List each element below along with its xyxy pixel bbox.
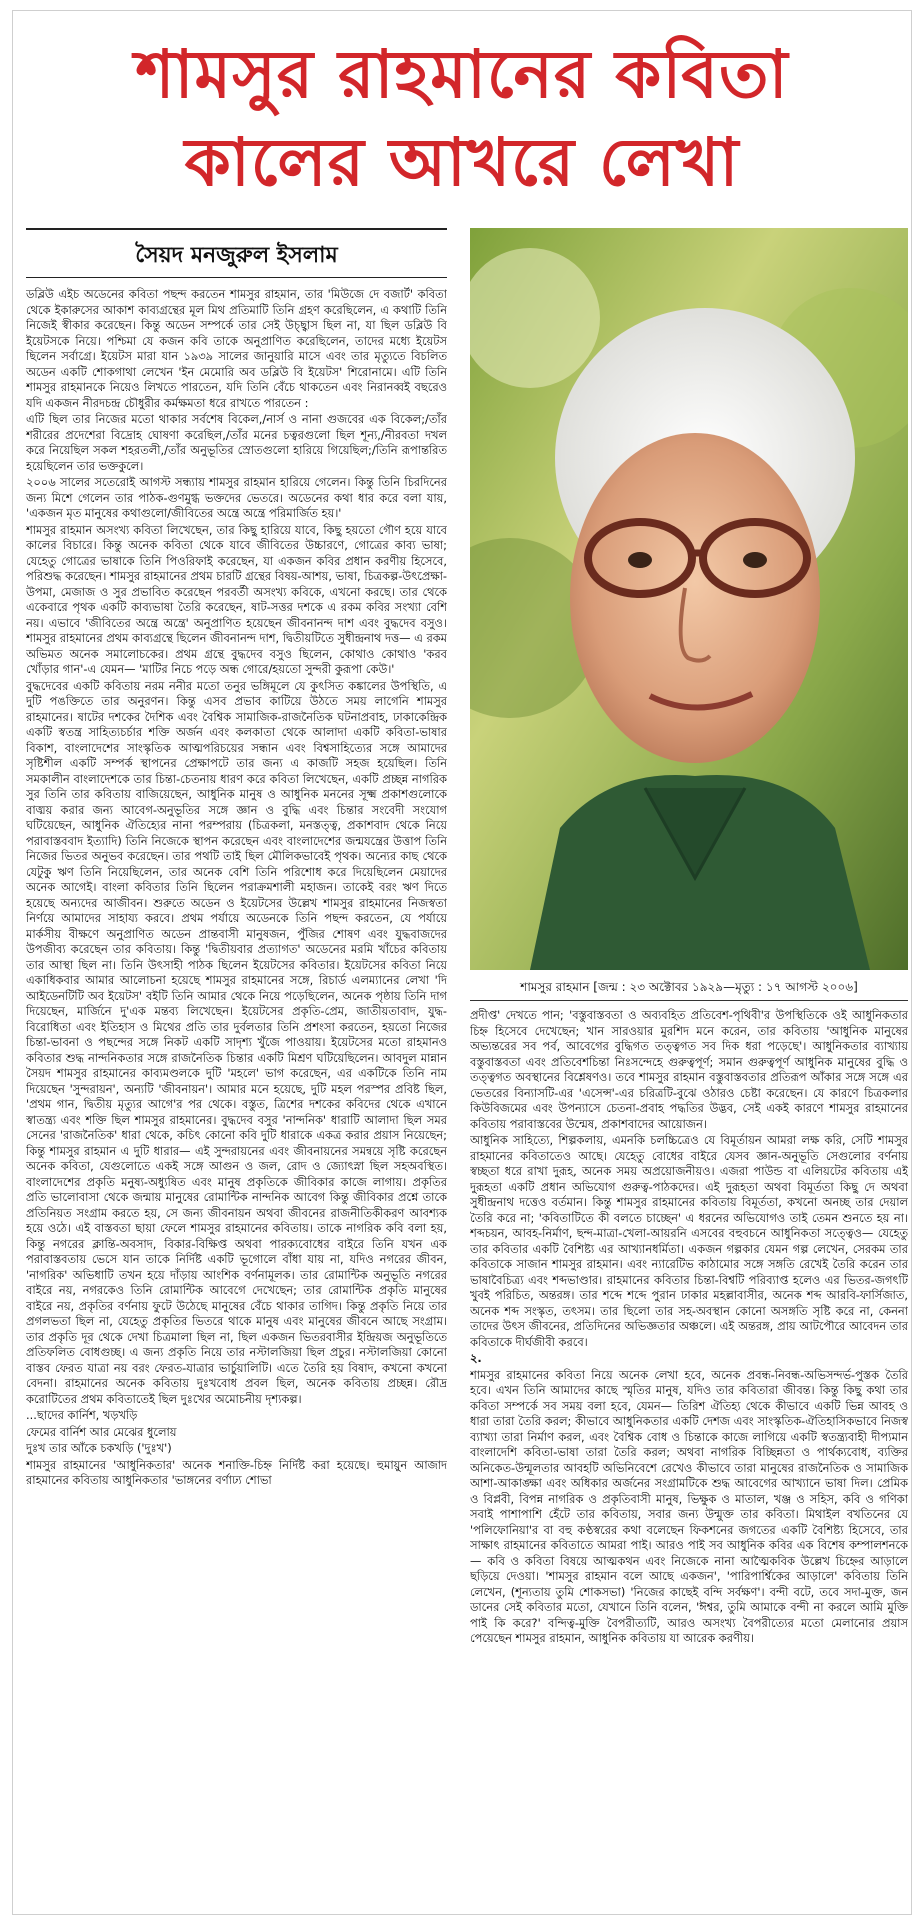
byline-rule-bottom	[26, 277, 447, 278]
paragraph: প্রদীপ্ত' দেখতে পান; 'বস্তুবাস্তবতা ও অব্যবহিত প্রতিবেশ-পৃথিবী'র উপস্থিতিকে ওই আধুনিকতার চিহ্ন হিসেবে দেখেছেন; খান সারওয়ার মুরশিদ মনে করেন, তার কবিতায় 'আধুনিক মানুষের অভ্যন্তরের সব পর্ব, আবেগের বুদ্ধিগত তত্ত্বগত সব দিক ধরা পড়েছে'। আধুনিকতার ব্যাখ্যায় বস্তুবাস্তবতা এবং প্রতিবেশচিন্তা নিঃসন্দেহে গুরুত্বপূর্ণ; সমান গুরুত্বপূর্ণ আধুনিক মানুষের বুদ্ধি ও তত্ত্বগত অবস্থানের বিশ্লেষণও। তবে শামসুর রাহমান বস্তুবাস্তবতার প্রতিরূপ আঁকার সঙ্গে সঙ্গে এর ভেতরের বিন্যাসটি-এর 'এসেন্স'-এর চরিত্রটি-বুঝে ওঠারও চেষ্টা করেছেন। যে কারণে চিত্রকলার কিউবিজমের এবং উপন্যাসে চেতনা-প্রবাহ পদ্ধতির উদ্ভব, সেই একই কারণে শামসুর রাহমানের কবিতায় পরাবাস্তবের উন্মেষ, প্রকাশবাদের আয়োজন।	[470, 1008, 908, 1131]
paragraph: ২০০৬ সালের সতেরোই আগস্ট সন্ধ্যায় শামসুর রাহমান হারিয়ে গেলেন। কিন্তু তিনি চিরদিনের জন্য মিশে গেলেন তার পাঠক-গুণমুগ্ধ ভক্তদের ভেতরে। অডেনের কথা ধার করে বলা যায়, 'একজন মৃত মানুষের কথাগুলো/জীবিতের অন্ত্রে অন্ত্রে পরিমার্জিত হয়।'	[26, 475, 447, 520]
caption-rule	[470, 1000, 908, 1001]
portrait-photo	[470, 228, 908, 970]
article-column-right	[470, 1008, 908, 1918]
photo-caption: শামসুর রাহমান [জন্ম : ২৩ অক্টোবর ১৯২৯—মৃত্যু : ১৭ আগস্ট ২০০৬]	[520, 980, 858, 994]
headline-line-2: কালের আখরে লেখা	[184, 123, 740, 201]
paragraph: শামসুর রাহমান অসংখ্য কবিতা লিখেছেন, তার কিছু হারিয়ে যাবে, কিছু হয়তো গৌণ হয়ে যাবে কালের বিচারে। কিন্তু অনেক কবিতা থেকে যাবে জীবিতের উচ্চারণে, গোত্রের কাব্য ভাষা; যেহেতু গোত্রের ভাষাকে তিনি পিওরিফাই করেছেন, যা একজন কবির প্রধান করণীয় হিসেবে, পরিশুদ্ধ করেছেন। শামসুর রাহমানের প্রথম চারটি গ্রন্থের বিষয়-আশয়, ভাষা, চিত্রকল্প-উৎপ্রেক্ষা-উপমা, মেজাজ ও সুর প্রভাবিত করেছেন পরবর্তী অসংখ্য কবিকে, এখনো করছে। তার থেকে একেবারে পৃথক একটি কাব্যভাষা তৈরি করেছেন, ষাট-সত্তর দশকে এ রকম কবির সংখ্যা বেশি নয়। এভাবে 'জীবিতের অন্ত্রে অন্ত্রে' অনুপ্রাণিত হয়েছেন জীবনানন্দ দাশ এবং বুদ্ধদেব বসুও। শামসুর রাহমানের প্রথম কাব্যগ্রন্থে ছিলেন জীবনানন্দ দাশ, দ্বিতীয়টিতে সুধীন্দ্রনাথ দত্ত— এ রকম অভিমত অনেক সমালোচকের। প্রথম গ্রন্থে বুদ্ধদেব বসুও ছিলেন, কোথাও কোথাও 'করব খোঁড়ার গান'-এ যেমন— 'মাটির নিচে পড়ে অন্ধ গোরে/হয়তো সুন্দরী কুরূপা কেউ।'	[26, 522, 447, 676]
paragraph: ডব্লিউ এইচ অডেনের কবিতা পছন্দ করতেন শামসুর রাহমান, তার 'মিউজে দে বজার্ট' কবিতা থেকে ইকারুসের আকাশ কাব্যগ্রন্থের মূল মিথ প্রতিমাটি তিনি গ্রহণ করেছিলেন, এ কথাটি তিনি নিজেই স্বীকার করেছেন। কিন্তু অডেন সম্পর্কে তার সেই উচ্ছ্বাস ছিল না, যা ছিল ডব্লিউ বি ইয়েটসকে নিয়ে। পশ্চিমা যে কজন কবি তাকে অনুপ্রাণিত করেছিলেন, তাদের মধ্যে ইয়েটস ছিলেন সর্বাগ্রে। ইয়েটস মারা যান ১৯৩৯ সালের জানুয়ারি মাসে এবং তার মৃত্যুতে বিচলিত অডেন একটি শোকগাথা লেখেন 'ইন মেমোরি অব ডব্লিউ বি ইয়েটস' শিরোনামে। এটি তিনি শামসুর রাহমানকে নিয়েও লিখতে পারতেন, যদি তিনি বেঁচে থাকতেন এবং নিরানব্বই বছরেও যদি একজন নীরদচন্দ্র চৌধুরীর কর্মক্ষমতা ধরে রাখতে পারতেন :	[26, 287, 447, 410]
poem-line: ফেমের বার্নিশ আর মেঝের ধুলোয়	[26, 1424, 177, 1439]
section-number: ২.	[470, 1351, 482, 1365]
paragraph: শামসুর রাহমানের কবিতা নিয়ে অনেক লেখা হবে, অনেক প্রবন্ধ-নিবন্ধ-অভিসন্দর্ভ-পুস্তক তৈরি হবে। এখন তিনি আমাদের কাছে স্মৃতির মানুষ, যদিও তার কবিতারা জীবন্ত। কিন্তু কিছু কথা তার কবিতা সম্পর্কে সব সময় বলা হবে, যেমন— তিরিশ ঐতিহ্য থেকে কীভাবে একটি ভিন্ন আবহ ও ধারা তারা তৈরি করল; কীভাবে আধুনিকতার একটি দেশজ এবং সাংস্কৃতিক-ঐতিহাসিকভাবে নিজস্ব ব্যাখ্যা তারা নির্মাণ করল, এবং বৈশ্বিক বোধ ও চিন্তাকে কাজে লাগিয়ে একটি স্বতন্ত্র্যবাহী দীপ্যমান বাংলাদেশি কবিতা-ভাষা তারা তৈরি করল; অথবা নাগরিক বিচ্ছিন্নতা ও পার্থক্যবোধ, ব্যক্তির অনিকেত-উন্মূলতার আবহটি অভিনিবেশে রেখেও কীভাবে তারা মানুষের রাজনৈতিক ও সামাজিক আশা-আকাঙ্ক্ষা এবং অধিকার অর্জনের সংগ্রামটিকে শুদ্ধ আবেগের আখ্যানে ভাষা দিল। প্রেমিক ও বিপ্লবী, বিপন্ন নাগরিক ও প্রকৃতিবাসী মানুষ, ভিক্ষুক ও মাতাল, খঞ্জ ও সহিস, কবি ও গণিকা সবাই পাশাপাশি হেঁটে তার কবিতায়, সবার জন্য উন্মুক্ত তার কবিতা। মিথাইল বখতিনের যে 'পলিফোনিয়া'র বা বহু কণ্ঠস্বরের কথা বলেছেন ফিকশনের জগতের একটি বৈশিষ্ট্য হিসেবে, তার সাক্ষাৎ রাহমানের কবিতাতে আমরা পাই। আরও পাই সব আধুনিক কবির এক বিশেষ কম্পালশনকে— কবি ও কবিতা বিষয়ে আত্মকথন এবং নিজেকে নানা আত্মৈকবিক উল্লেখ চিহ্নের আড়ালে ছড়িয়ে দেওয়া। 'শামসুর রাহমান বলে আছে একজন', 'পারিপার্শ্বিকের আড়ালে' কবিতায় তিনি লেখেন, (শূন্যতায় তুমি শোকসভা) 'নিজের কাছেই বন্দি সর্বক্ষণ'। বন্দী বটে, তবে সদা-মুক্ত, জন ডানের সেই কবিতার মতো, যেখানে তিনি বলেন, 'ঈশ্বর, তুমি আমাকে বন্দী না করলে আমি মুক্তি পাই কি করে?' বন্দিত্ব-মুক্তি বৈপরীত্যটি, আরও অসংখ্য বৈপরীত্যের মতো মেলানোর প্রয়াস পেয়েছেন শামসুর রাহমান, আধুনিক কবিতায় যা আরেক করণীয়।	[470, 1367, 908, 1645]
poem-line: দুঃখ তার আঁকে চকখড়ি ('দুঃখ')	[26, 1441, 172, 1455]
paragraph: এটি ছিল তার নিজের মতো থাকার সর্বশেষ বিকেল,/নার্স ও নানা গুজবের এক বিকেল;/তাঁর শরীরের প্রদেশেরা বিদ্রোহ ঘোষণা করেছিল,/তাঁর মনের চত্বরগুলো ছিল শূন্য,/নীরবতা দখল করে নিয়েছিল সকল শহরতলী,/তাঁর অনুভূতির স্রোতগুলো হারিয়ে গিয়েছিল;/তিনি রূপান্তরিত হয়েছিলেন তার ভক্তকুলে।	[26, 412, 447, 473]
byline: সৈয়দ মনজুরুল ইসলাম	[135, 242, 338, 268]
headline-line-1: শামসুর রাহমানের কবিতা	[135, 35, 789, 113]
paragraph: আধুনিক সাহিত্যে, শিল্পকলায়, এমনকি চলচ্চিত্রেও যে বিমূর্তায়ন আমরা লক্ষ করি, সেটি শামসুর রাহমানের কবিতাতেও আছে। যেহেতু বোধের বাইরে যেসব জ্ঞান-অনুভূতি সেগুলোর বর্ণনায় স্বচ্ছতা ধরে রাখা দুরূহ, অনেক সময় অপ্রয়োজনীয়ও। এজরা পাউন্ড বা এলিয়টের কবিতায় এই দুরূহতা একটি প্রধান অভিযোগ গুরুত্ব-পাঠকদের। এই দুরূহতা অথবা বিমূর্ততা কিছু দে অথবা সুধীন্দ্রনাথ দত্তেও বর্তমান। কিন্তু শামসুর রাহমানের কবিতায় বিমূর্ততা, কখনো অনচ্ছ তার দেয়াল তৈরি করে না; 'কবিতাটিতে কী বলতে চাচ্ছেন' এ ধরনের অভিযোগও তাই তেমন শুনতে হয় না। শব্দচয়ন, আবহ-নির্মাণ, ছন্দ-মাত্রা-খেলা-আয়রনি এসবের বহুবচনে আধুনিকতা সত্ত্বেও— যেহেতু তার কবিতার একটি বৈশিষ্ট্য এর আখ্যানধর্মিতা। একজন গল্পকার যেমন গল্প লেখেন, সেরকম তার কবিতাকে সাজান শামসুর রাহমান। এবং ন্যারেটিভ কাঠামোর সঙ্গে সঙ্গতি রেখেই তৈরি করেন তার ভাষাবৈচিত্র্য এবং শব্দভাণ্ডার। রাহমানের কবিতার চিন্তা-বিশ্বটি পরিব্যাপ্ত হলেও এর ভিতর-জগৎটি খুবই পরিচিত, অন্তরঙ্গ। তার শব্দে শব্দে পুরান ঢাকার মহল্লাবাসীর, অনেক শব্দ আরবি-ফার্সিজাত, অনেক শব্দ সংস্কৃত, তৎসম। তার ছিলো তার সহ-অবস্থান কোনো অসঙ্গতি সৃষ্টি করে না, কেননা তাদের উৎস জীবনের, প্রতিদিনের অভিজ্ঞতার অঞ্চলে। এই অন্তরঙ্গ, প্রায় আটপৌরে আবেদন তার কবিতাকে দীর্ঘজীবী করবে।	[470, 1133, 908, 1349]
paragraph: শামসুর রাহমানের 'আধুনিকতার' অনেক শনাক্তি-চিহ্ন নির্দিষ্ট করা হয়েছে। হুমায়ুন আজাদ রাহমানের কবিতায় আধুনিকতার 'ভাঙ্গনের বর্ণাঢ্য শোভা	[26, 1457, 447, 1487]
portrait-illustration	[470, 228, 908, 970]
article-column-left	[26, 287, 447, 1917]
poem-line: ...ছাদের কার্নিশ, খড়খড়ি	[26, 1408, 138, 1422]
headline	[20, 30, 904, 206]
paragraph: বুদ্ধদেবের একটি কবিতায় নরম ননীর মতো তনুর ভঙ্গিমূলে যে কুৎসিত কঙ্কালের উপস্থিতি, এ দুটি পঙক্তিতে তার অনুরণন। কিন্তু এসব প্রভাব কাটিয়ে উঠতে সময় লাগেনি শামসুর রাহমানের। ষাটের দশকের দৈশিক এবং বৈশ্বিক সামাজিক-রাজনৈতিক ঘটনাপ্রবাহ, ঢাকাকেন্দ্রিক একটি স্বতন্ত্র সাহিত্যচর্চার শক্তি অর্জন এবং কলকাতা থেকে আলাদা একটি কবিতা-ভাষার বিকাশ, বাংলাদেশের সাংস্কৃতিক আত্মপরিচয়ের সন্ধান এবং বিশ্বসাহিত্যের সঙ্গে আমাদের সৃষ্টিশীল একটি সম্পর্ক স্থাপনের প্রেক্ষাপটে তার জন্য এ কাজটি সহজ হয়েছিল। তিনি সমকালীন বাংলাদেশকে তার চিন্তা-চেতনায় ধারণ করে কবিতা লিখেছেন, একটি প্রচ্ছন্ন নাগরিক সুর তিনি তার কবিতায় বাজিয়েছেন, আধুনিক মানুষ ও আধুনিক মননের সূক্ষ্ম প্রকাশগুলোকে বাঙ্ময় করার জন্য আবেগ-অনুভূতির সঙ্গে জ্ঞান ও বুদ্ধি এবং চিন্তার সংবেদী সংযোগ ঘটিয়েছেন, আধুনিক ঐতিহ্যের নানা পরম্পরায় (চিত্রকলা, মনস্তত্ত্ব, প্রকাশবাদ থেকে নিয়ে পরাবাস্তববাদ ইত্যাদি) তিনি নিজেকে স্থাপন করেছেন এবং বাংলাদেশের জন্মযন্ত্রের উত্তাপ তিনি নিজের ভিতর অনুভব করেছেন। তার পথটি তাই ছিল মৌলিকভাবেই পৃথক। অন্যের কাছ থেকে যেটুকু ঋণ তিনি নিয়েছিলেন, তার অনেক বেশি তিনি পরিশোধ করে দিয়েছিলেন মেয়াদের অনেক আগেই। বাংলা কবিতার তিনি ছিলেন পরাক্রমশালী মহাজন। তাকেই বরং ঋণ দিতে হয়েছে অন্যদের আজীবন। শুরুতে অডেন ও ইয়েটসের উল্লেখ শামসুর রাহমানের নিজস্বতা নির্ণয়ে আমাদের সাহায্য করবে। প্রথম পর্যায়ে অডেনকে তিনি পছন্দ করতেন, যে পর্যায়ে মার্কসীয় বীক্ষণে অনুপ্রাণিত অডেন প্রান্তবাসী মানুষজন, পুঁজির শোষণ এবং যুদ্ধবাজদের উপজীব্য করেছেন তার কবিতায়। কিন্তু 'দ্বিতীয়বার প্রত্যাগত' অডেনের মরমি খাঁচের কবিতায় তার আস্থা ছিল না। তিনি উৎসাহী পাঠক ছিলেন ইয়েটসের কবিতার। ইয়েটসের কবিতা নিয়ে একাধিকবার আমার আলোচনা হয়েছে শামসুর রাহমানের সঙ্গে, রিচার্ড এলম্যানের লেখা 'দি আইডেনটিটি অব ইয়েটস' বইটি তিনি আমার থেকে নিয়ে পড়েছিলেন, অনেক পৃষ্ঠায় তিনি দাগ দিয়েছেন, মার্জিনে দু'এক মন্তব্য লিখেছেন। ইয়েটসের প্রকৃতি-প্রেম, জাতীয়তাবাদ, যুদ্ধ-বিরোধিতা এবং ইতিহাস ও মিথের প্রতি তার দুর্বলতার তিনি প্রশংসা করতেন, হয়তো নিজের চিন্তা-ভাবনা ও পছন্দের সঙ্গে নিকট একটি সাদৃশ্য খুঁজে পাওয়ায়। ইয়েটসের মতো রাহমানও কবিতার শুদ্ধ নান্দনিকতার সঙ্গে রাজনৈতিক চিন্তার একটি মিশ্রণ ঘটিয়েছিলেন। আবদুল মান্নান সৈয়দ শামসুর রাহমানের কাব্যমণ্ডলকে দুটি 'মহলে' ভাগ করেছেন, এর একটিকে তিনি নাম দিয়েছেন 'সুন্দরায়ন', অন্যটি 'জীবনায়ন'। আমার মনে হয়েছে, দুটি মহল পরস্পর প্রবিষ্ট ছিল, 'প্রথম গান, দ্বিতীয় মৃত্যুর আগে'র পর থেকে। বস্তুত, ত্রিশের দশকের কবিদের থেকে এখানে স্বাতন্ত্র্য এবং শক্তি ছিল শামসুর রাহমানের। বুদ্ধদেব বসুর 'নান্দনিক' ধারাটি আলাদা ছিল সমর সেনের 'রাজনৈতিক' ধারা থেকে, কচিৎ কোনো কবি দুটি ধারাকে একত্র করার প্রয়াস নিয়েছেন; কিন্তু শামসুর রাহমান এ দুটি ধারার— এই সুন্দরায়নের এবং জীবনায়নের সমন্বয়ে সৃষ্টি করেছেন অনেক কবিতা, যেগুলোতে একই সঙ্গে আগুন ও জল, রোদ ও জ্যোৎস্না ছিল সহঅবস্থিত। বাংলাদেশের প্রকৃতি মনুষ্য-অধ্যুষিত এবং মানুষ প্রকৃতিকে জীবিকার কাজে লাগায়। প্রকৃতির প্রতি ভালোবাসা থেকে জন্মায় মানুষের রোমান্টিক নান্দনিক আবেগ কিন্তু জীবিকার প্রশ্নে তাকে প্রতিনিয়ত সংগ্রাম করতে হয়, সে জন্য জীবনায়ন অথবা জীবনের রাজনীতিকীকরণ আবশ্যক হয়ে ওঠে। এই বাস্তবতা ছায়া ফেলে শামসুর রাহমানের কবিতায়। তাকে নাগরিক কবি বলা হয়, কিন্তু নগরের ক্লান্তি-অবসাদ, বিকার-বিক্ষিপ্ত অথবা পারক্যবোধের বাইরে তিনি যখন এক পরাবাস্তবতায় ভেসে যান তাকে নির্দিষ্ট একটি ভূগোলে বাঁধা যায় না, যদিও নগরের জীবন, 'নাগরিক' অভিধাটি তখন হয়ে দাঁড়ায় আংশিক বর্ণনামূলক। তার রোমান্টিক অনুভূতি নগরের বাইরে নয়, নগরকেও তিনি রোমান্টিক আবেগে দেখেছেন; তার রোমান্টিক প্রকৃতি মানুষের বাইরে নয়, প্রকৃতির বর্ণনায় ফুটে উঠেছে মানুষের বেঁচে থাকার তাগিদ। কিন্তু প্রকৃতি নিয়ে তার প্রগলভতা ছিল না, যেহেতু প্রকৃতির ভিতরে থাকে মানুষ এবং মানুষের জীবনে আছে সংগ্রাম। তার প্রকৃতি দূর থেকে দেখা চিত্রমালা ছিল না, ছিল একজন ভিতরবাসীর ইন্দ্রিয়জ অনুভূতিতে প্রতিফলিত বোধগুচ্ছ। এ জন্য প্রকৃতি নিয়ে তার নস্টালজিয়া ছিল প্রচুর। নস্টালজিয়া কোনো বাস্তব ফেরত যাত্রা নয় বরং ফেরত-যাত্রার ভার্চুয়ালিটি। এতে তৈরি হয় বিষাদ, কখনো কখনো বেদনা। রাহমানের অনেক কবিতায় দুঃখবোধ প্রবল ছিল, অনেক কবিতায় প্রচ্ছন্ন। রৌদ্র করোটিতের প্রথম কবিতাতেই ছিল দুঃখের অমোচনীয় দৃশ্যকল্প।	[26, 678, 447, 1406]
byline-rule-top	[26, 228, 447, 230]
